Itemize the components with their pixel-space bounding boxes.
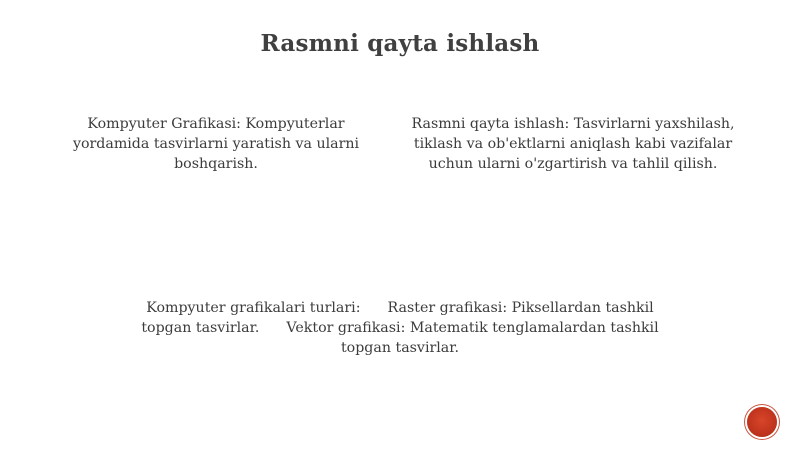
computer-graphics-definition: Kompyuter Grafikasi: Kompyuterlar yordamida tasvirlarni yaratish va ularni boshqarish. <box>72 116 360 172</box>
graphics-types-text: Kompyuter grafikalari turlari: Raster grafikasi: Piksellardan tashkil topgan tasvirlar. Vektor grafikasi: Matematik tenglamalardan tashkil topgan tasvirlar. <box>141 300 664 356</box>
image-processing-definition: Rasmni qayta ishlash: Tasvirlarni yaxshilash, tiklash va ob'ektlarni aniqlash kabi vazifalar uchun ularni o'zgartirish va tahlil qilish. <box>411 116 735 172</box>
next-slide-button[interactable] <box>747 407 777 437</box>
slide-title: Rasmni qayta ishlash <box>260 30 540 57</box>
